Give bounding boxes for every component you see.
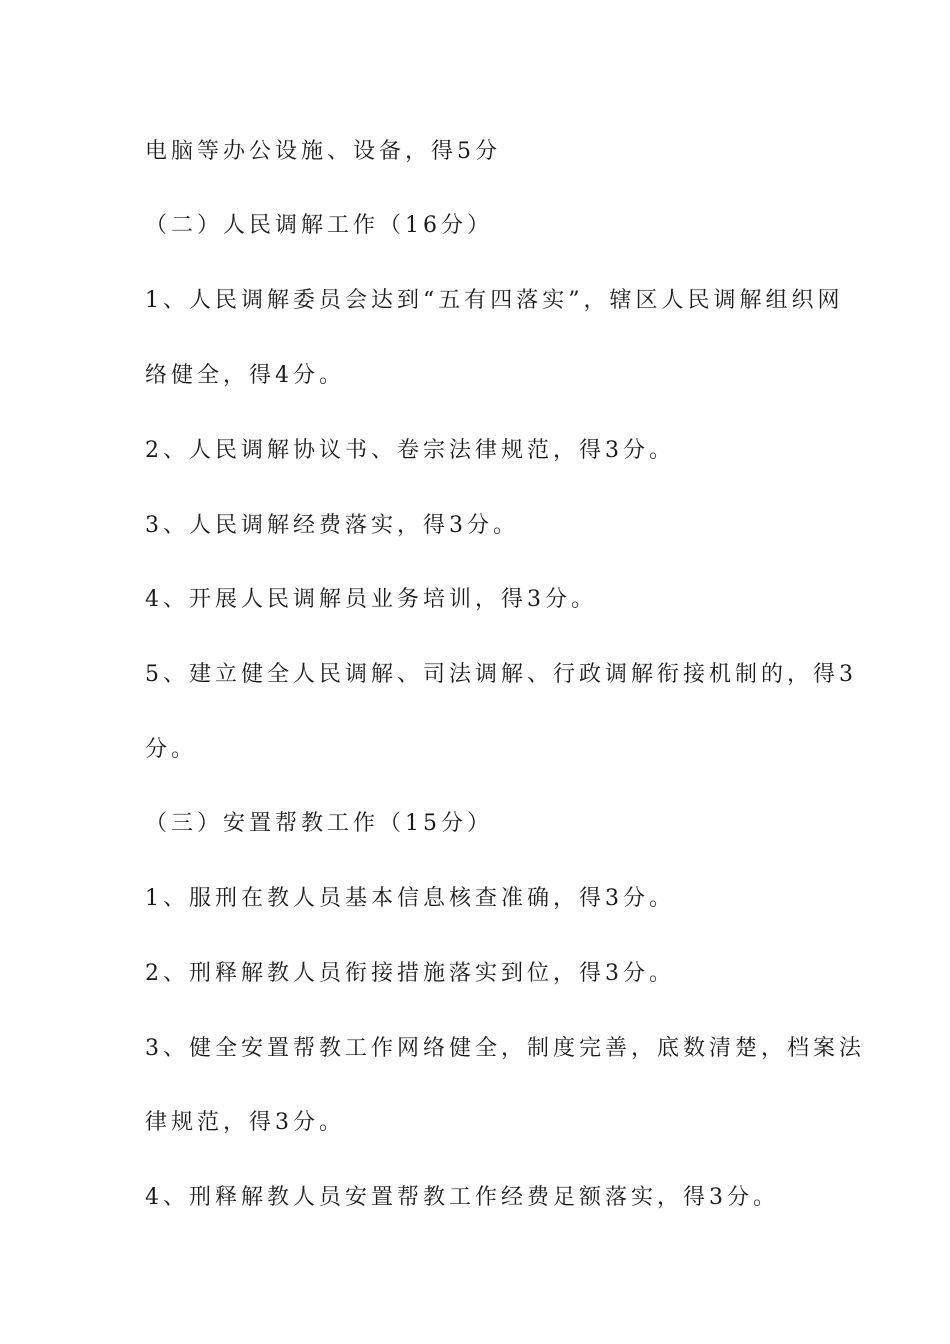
section-heading-mediation: （二）人民调解工作（16分） bbox=[145, 213, 493, 238]
text-line-mediation-item-5: 5、建立健全人民调解、司法调解、行政调解衔接机制的，得3 bbox=[145, 662, 857, 687]
text-line-resettlement-item-3: 3、健全安置帮教工作网络健全，制度完善，底数清楚，档案法 bbox=[145, 1036, 865, 1061]
text-line-mediation-item-5-cont: 分。 bbox=[145, 737, 198, 762]
text-line-mediation-item-2: 2、人民调解协议书、卷宗法律规范，得3分。 bbox=[145, 438, 675, 463]
text-line-mediation-item-1: 1、人民调解委员会达到“五有四落实”，辖区人民调解组织网 bbox=[145, 288, 844, 313]
text-line-mediation-item-1-cont: 络健全，得4分。 bbox=[145, 363, 345, 388]
text-line-mediation-item-3: 3、人民调解经费落实，得3分。 bbox=[145, 513, 519, 538]
text-line-office-equipment: 电脑等办公设施、设备，得5分 bbox=[145, 139, 501, 164]
section-heading-resettlement: （三）安置帮教工作（15分） bbox=[145, 811, 493, 836]
text-line-resettlement-item-2: 2、刑释解教人员衔接措施落实到位，得3分。 bbox=[145, 961, 675, 986]
text-line-mediation-item-4: 4、开展人民调解员业务培训，得3分。 bbox=[145, 587, 597, 612]
text-line-resettlement-item-4: 4、刑释解教人员安置帮教工作经费足额落实，得3分。 bbox=[145, 1185, 779, 1210]
text-line-resettlement-item-3-cont: 律规范，得3分。 bbox=[145, 1110, 345, 1135]
text-line-resettlement-item-1: 1、服刑在教人员基本信息核查准确，得3分。 bbox=[145, 886, 675, 911]
